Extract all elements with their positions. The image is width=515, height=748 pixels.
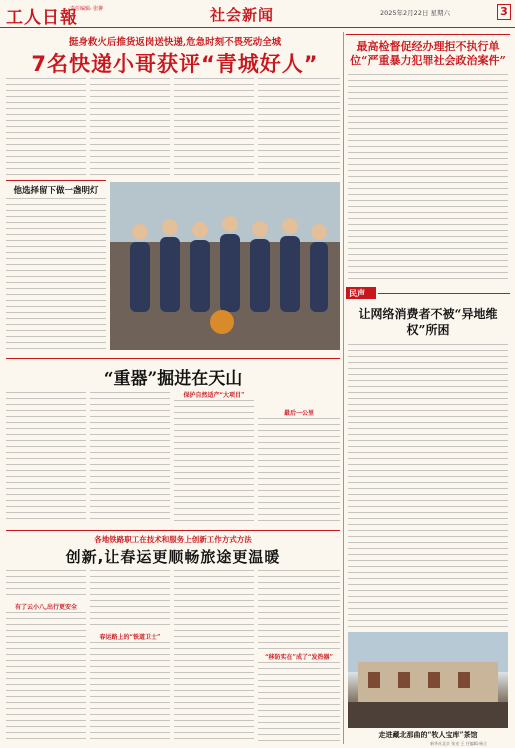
- right-headline-2: 让网络消费者不被“异地维权”所困: [358, 307, 498, 337]
- bottom-subhead-2: 春运路上的“铁道卫士”: [99, 634, 161, 641]
- feature-body-col-2: [90, 392, 170, 524]
- feature-top-rule: [6, 358, 340, 359]
- bottom-body-col-4b: [258, 662, 340, 742]
- lead-kicker: 挺身救火后推货返岗送快递,危急时刻不畏死动全城: [68, 37, 282, 48]
- right-bottom-headline: 走进藏北那曲的“牧人宝库”茶馆: [378, 730, 478, 739]
- sidebar-rule: [6, 180, 106, 181]
- lead-body-col-4: [258, 78, 340, 176]
- feature-body-col-4: [258, 418, 340, 524]
- newspaper-logo: 工人日報: [6, 8, 78, 28]
- bottom-subhead-3: “移防实在”成了“发热器”: [265, 654, 333, 661]
- lead-headline: 7名快递小哥获评“青城好人”: [31, 52, 319, 76]
- masthead: [0, 0, 515, 28]
- feature-body-col-1: [6, 392, 86, 524]
- lead-body-col-1: [6, 78, 86, 176]
- bottom-subhead-1: 有了云小八,出行更安全: [14, 604, 78, 611]
- bottom-body-col-4a: [258, 570, 340, 650]
- bottom-top-rule: [6, 530, 340, 531]
- column-divider: [343, 32, 344, 744]
- section-label: 民声: [349, 289, 365, 298]
- lead-body-col-3: [174, 78, 254, 176]
- right-body-2: [348, 344, 508, 662]
- bottom-headline: 创新,让春运更顺畅旅途更温暖: [65, 548, 281, 566]
- editor-credit: 责任编辑: 张翀: [70, 6, 104, 12]
- photo-people-icon: [110, 182, 340, 350]
- feature-subhead-1: 保护自然适产“大项目”: [183, 392, 245, 399]
- right-headline-1: 最高检督促经办理拒不执行单位“严重暴力犯罪社会政治案件”: [350, 40, 506, 67]
- issue-date: 2025年2月22日 星期六: [380, 9, 451, 17]
- feature-title: “重器”掘进在天山: [103, 369, 243, 389]
- section-label-rule: [378, 293, 510, 294]
- bottom-body-col-1b: [6, 612, 86, 742]
- bottom-body-col-2b: [90, 642, 170, 742]
- right-footer: 新华社北京 张光·王 任编辑:杨立: [430, 741, 488, 746]
- feature-body-col-3: [174, 400, 254, 524]
- section-title: 社会新闻: [210, 6, 275, 24]
- bottom-body-col-1a: [6, 570, 86, 600]
- bottom-banner: 各地铁路职工在技术和服务上创新工作方式方法: [94, 535, 252, 544]
- bottom-body-col-3: [174, 570, 254, 742]
- right-photo: [348, 632, 508, 728]
- photo-building-icon: [348, 632, 508, 728]
- page-number: 3: [497, 4, 511, 20]
- feature-subhead-2: 最后一公里: [283, 410, 314, 417]
- sidebar-body: [6, 198, 106, 350]
- lead-body-col-2: [90, 78, 170, 176]
- lead-photo: [110, 182, 340, 350]
- right-body-1: [348, 74, 508, 280]
- right-top-rule: [346, 34, 510, 35]
- bottom-body-col-2a: [90, 570, 170, 630]
- sidebar-title: 他选择留下做一盏明灯: [13, 186, 99, 196]
